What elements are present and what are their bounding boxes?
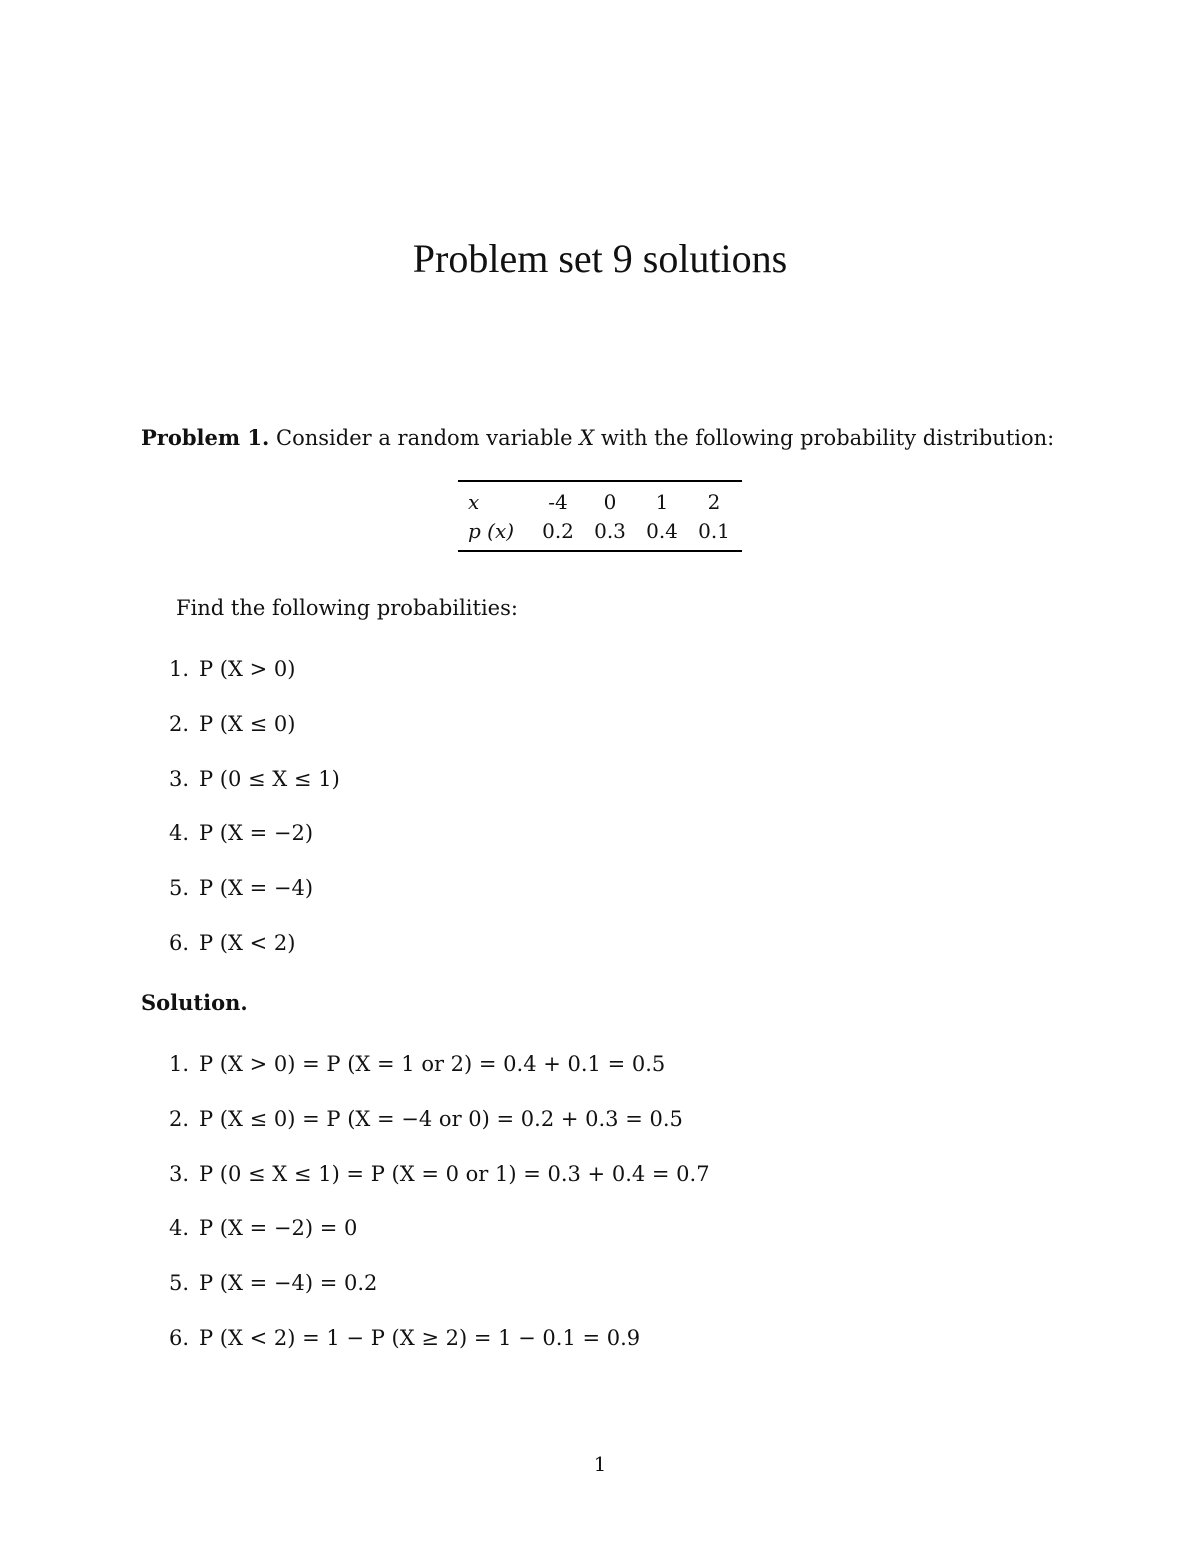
question-list <box>169 654 340 983</box>
math-expression: P (X > 0) = P (X = 1 or 2) = 0.4 + 0.1 = 0.5 <box>199 1052 666 1076</box>
math-expression: P (X = −2) <box>199 821 314 846</box>
item-number: 1. <box>169 657 190 681</box>
math-expression: P (X ≤ 0) = P (X = −4 or 0) = 0.2 + 0.3 = 0.5 <box>199 1106 683 1131</box>
list-item <box>169 1049 710 1079</box>
item-number: 3. <box>169 1161 190 1186</box>
math-expression: P (X < 2) <box>199 930 296 955</box>
table-cell: 0.1 <box>698 519 730 543</box>
list-item <box>169 654 340 684</box>
page-title: Problem set 9 solutions <box>412 236 788 281</box>
item-number: 5. <box>169 876 190 901</box>
item-number: 5. <box>169 1271 190 1296</box>
item-number: 2. <box>169 1106 190 1131</box>
distribution-table <box>458 480 742 552</box>
problem-text-after: with the following probability distribution: <box>594 426 1055 450</box>
item-number: 3. <box>169 766 190 791</box>
list-item <box>169 764 340 794</box>
math-expression: P (0 ≤ X ≤ 1) <box>199 766 340 791</box>
table-row-p <box>458 517 742 546</box>
item-number: 1. <box>169 1052 190 1076</box>
math-expression: P (X = −4) <box>199 876 314 901</box>
table-cell: 0.2 <box>542 519 574 543</box>
problem-statement <box>141 423 1054 453</box>
solution-heading: Solution. <box>141 990 248 1015</box>
find-instruction: Find the following probabilities: <box>176 596 518 620</box>
item-number: 4. <box>169 1216 190 1241</box>
problem-variable: X <box>579 426 595 450</box>
math-expression: P (X ≤ 0) <box>199 711 296 736</box>
math-expression: P (0 ≤ X ≤ 1) = P (X = 0 or 1) = 0.3 + 0.4 = 0.7 <box>199 1161 710 1186</box>
table-cell: 1 <box>655 490 669 514</box>
list-item <box>169 1268 710 1298</box>
list-item <box>169 818 340 848</box>
math-expression: P (X = −4) = 0.2 <box>199 1271 378 1296</box>
list-item <box>169 1323 710 1353</box>
list-item <box>169 928 340 958</box>
item-number: 4. <box>169 821 190 846</box>
list-item <box>169 873 340 903</box>
table-cell: 2 <box>707 490 721 514</box>
solution-list <box>169 1049 710 1378</box>
item-number: 6. <box>169 930 190 955</box>
table-row-x <box>458 488 742 517</box>
table-cell: 0 <box>603 490 617 514</box>
problem-text-before: Consider a random variable <box>269 426 580 450</box>
page-number: 1 <box>593 1452 607 1476</box>
table-cell: 0.4 <box>646 519 678 543</box>
table-cell: -4 <box>548 490 568 514</box>
item-number: 2. <box>169 711 190 736</box>
problem-label: Problem 1. <box>141 425 270 450</box>
table-cell: 0.3 <box>594 519 626 543</box>
math-expression: P (X > 0) <box>199 657 296 681</box>
math-expression: P (X < 2) = 1 − P (X ≥ 2) = 1 − 0.1 = 0.9 <box>199 1325 641 1350</box>
math-expression: P (X = −2) = 0 <box>199 1216 358 1241</box>
list-item <box>169 709 340 739</box>
table-header-x: x <box>468 490 480 514</box>
table-header-p: p (x) <box>468 519 515 543</box>
item-number: 6. <box>169 1325 190 1350</box>
list-item <box>169 1213 710 1243</box>
list-item <box>169 1159 710 1189</box>
list-item <box>169 1104 710 1134</box>
